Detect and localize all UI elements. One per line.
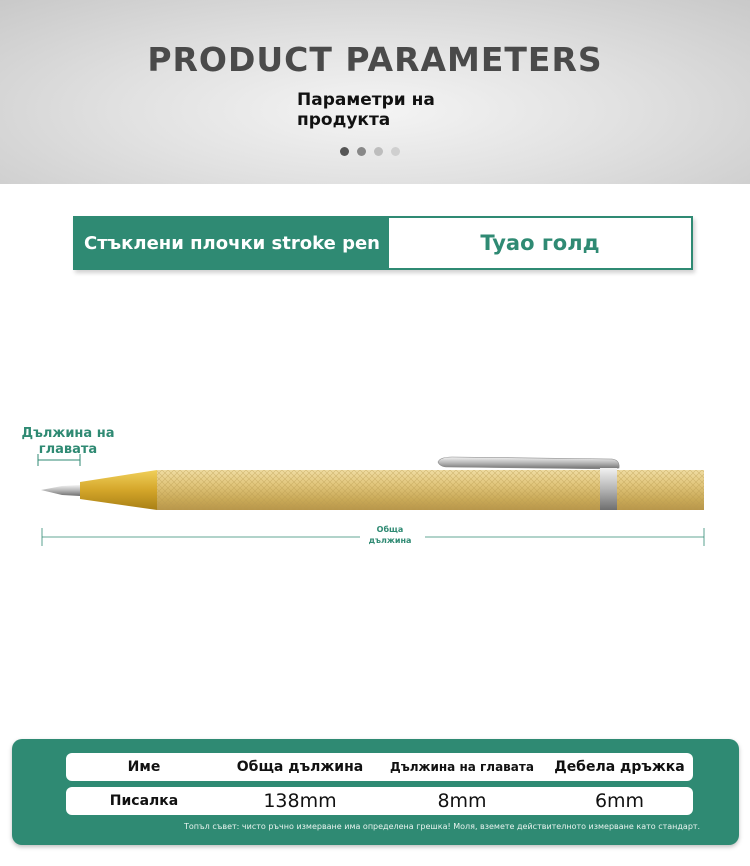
banner xyxy=(0,0,750,184)
pen-clip xyxy=(438,457,619,469)
spec-cell-total-length: 138mm xyxy=(263,790,337,812)
model-variant: Tyao голд xyxy=(389,218,691,268)
carousel-dot-4[interactable] xyxy=(391,147,400,156)
pen-needle xyxy=(41,485,80,496)
carousel-dot-1[interactable] xyxy=(340,147,349,156)
spec-table xyxy=(12,739,739,845)
carousel-dot-2[interactable] xyxy=(357,147,366,156)
total-length-label: Обща дължина xyxy=(368,525,412,545)
carousel-dots xyxy=(340,147,400,156)
pen-cone xyxy=(80,470,157,510)
pen-clip-band xyxy=(600,468,617,510)
spec-header-row xyxy=(66,753,693,781)
spec-cell-thickness: 6mm xyxy=(594,790,645,812)
model-bar xyxy=(73,216,693,270)
spec-cell-name: Писалка xyxy=(109,793,179,809)
banner-subtitle: Параметри на продукта xyxy=(297,90,435,130)
spec-header-name: Име xyxy=(127,759,161,775)
carousel-dot-3[interactable] xyxy=(374,147,383,156)
head-length-label: Дължина на главата xyxy=(21,426,115,457)
spec-data-row xyxy=(66,787,693,815)
spec-header-total-length: Обща дължина xyxy=(236,759,364,775)
banner-title: PRODUCT PARAMETERS xyxy=(147,40,603,79)
measurement-note: Топъл съвет: чисто ръчно измерване има определена грешка! Моля, вземете действителното измерване като стандарт. xyxy=(184,822,701,831)
spec-header-thickness: Дебела дръжка xyxy=(554,759,685,775)
model-name: Стъклени плочки stroke pen xyxy=(75,218,389,268)
spec-cell-head-length: 8mm xyxy=(437,790,487,812)
pen-knurl xyxy=(157,470,704,510)
spec-header-head-length: Дължина на главата xyxy=(390,760,534,774)
